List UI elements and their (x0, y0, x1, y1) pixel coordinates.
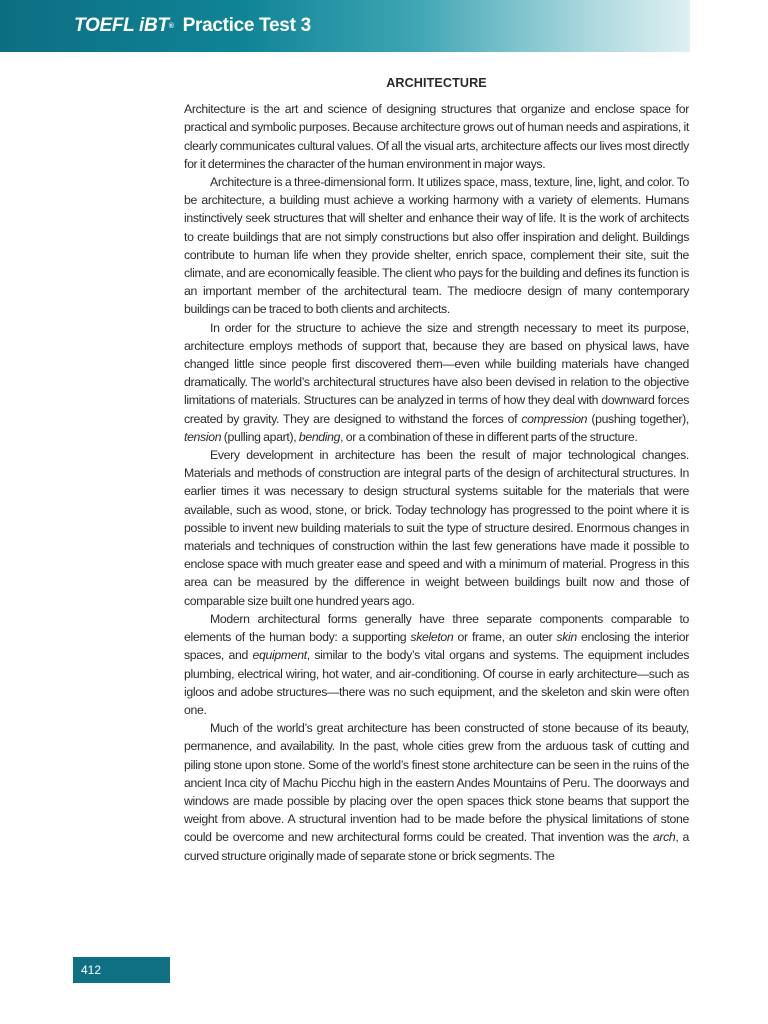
italic-term: skeleton (410, 630, 454, 645)
paragraph-text: , or a combination of these in different parts of the structure. (340, 429, 638, 444)
paragraph-text: Architecture is a three-dimensional form. It utilizes space, mass, texture, line, light, and color. To be architecture, a building must achieve a working harmony with a variety of elements. Humans instinctively seek structures that will shelter and enhance their way of life. It is the work of architects to create buildings that are not simply constructions but also offer inspiration and delight. Buildings contribute to human life when they provide shelter, enrich space, complement their site, suit the climate, and are economically feasible. The client who pays for the building and defines its function is an important member of the architectural team. The mediocre design of many contemporary buildings can be traced to both clients and architects. (184, 175, 689, 317)
paragraph-text: enclosing the interior spaces, and (184, 630, 689, 663)
italic-term: skin (556, 630, 577, 645)
paragraph-text: Architecture is the art and science of designing structures that organize and enclose space for practical and symbolic purposes. Because architecture grows out of human needs and aspirations, it clearly communicates cultural values. Of all the visual arts, architecture affects our lives most directly for it determines the character of the human environment in major ways. (184, 102, 689, 171)
paragraph-text: (pulling apart), (221, 429, 299, 444)
page-number-badge (73, 957, 170, 983)
paragraph-text: or frame, an outer (453, 630, 557, 645)
italic-term: compression (521, 411, 588, 426)
paragraph-text: Much of the world’s great architecture has been constructed of stone because of its beauty, permanence, and availability. In the past, whole cities grew from the arduous task of cutting and piling stone upon stone. Some of the world’s finest stone architecture can be seen in the ruins of the ancient Inca city of Machu Picchu high in the eastern Andes Mountains of Peru. The doorways and windows are made possible by placing over the open spaces thick stone beams that support the weight from above. A structural invention had to be made before the physical limitations of stone could be overcome and new architectural forms could be created. That invention was the (184, 721, 689, 845)
italic-term: arch (652, 830, 676, 845)
article-paragraph (184, 719, 689, 865)
trademark-symbol: ® (168, 23, 174, 30)
paragraph-text: , a curved structure originally made of separate stone or brick segments. The (184, 830, 689, 863)
page-number: 412 (81, 963, 102, 977)
header-brand: TOEFL iBT (74, 15, 169, 36)
italic-term: bending (298, 429, 341, 444)
paragraph-text: , similar to the body’s vital organs and systems. The equipment includes plumbing, electrical wiring, hot water, and air-conditioning. Of course in early architecture—such as igloos and adobe structures—there was no such equipment, and the skeleton and skin were often one. (184, 648, 689, 717)
article-paragraph (184, 173, 689, 319)
article-paragraph (184, 319, 689, 446)
article-content (184, 74, 689, 865)
italic-term: tension (184, 429, 222, 444)
article-paragraph (184, 100, 689, 173)
paragraph-text: (pushing together), (587, 411, 689, 426)
paragraph-text: In order for the structure to achieve the size and strength necessary to meet its purpose, architecture employs methods of support that, because they are based on physical laws, have changed little since people first discovered them—even while building materials have changed dramatically. The world’s architectural structures have also been devised in relation to the objective limitations of materials. Structures can be analyzed in terms of how they deal with downward forces created by gravity. They are designed to withstand the forces of (184, 320, 689, 426)
article-paragraph (184, 610, 689, 719)
header-bar (0, 0, 690, 52)
header-title (74, 14, 311, 38)
italic-term: equipment (252, 648, 307, 663)
article-paragraph (184, 446, 689, 610)
header-subtitle: Practice Test 3 (182, 15, 311, 36)
paragraph-text: Modern architectural forms generally have three separate components comparable to elements of the human body: a supporting (184, 611, 689, 645)
article-body (184, 100, 689, 865)
article-title: ARCHITECTURE (386, 76, 487, 90)
paragraph-text: Every development in architecture has been the result of major technological changes. Materials and methods of construction are integral parts of the design of architectural structures. In earlier times it was necessary to design structural systems suitable for the materials that were available, such as wood, stone, or brick. Today technology has progressed to the point where it is possible to invent new building materials to suit the type of structure desired. Enormous changes in materials and techniques of construction within the last few generations have made it possible to enclose space with much greater ease and speed and with a minimum of material. Progress in this area can be measured by the difference in weight between buildings built now and those of comparable size built one hundred years ago. (184, 448, 689, 608)
